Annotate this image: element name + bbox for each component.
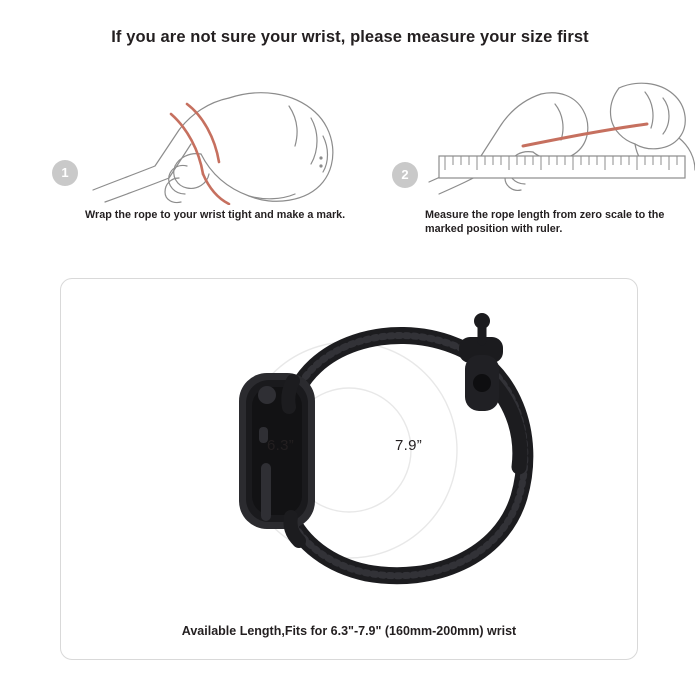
step-2-number: 2	[392, 162, 418, 188]
step-1-number: 1	[52, 160, 78, 186]
size-min-label: 6.3”	[267, 437, 295, 454]
step-2	[395, 70, 695, 255]
hands-with-ruler-icon	[423, 70, 695, 205]
steps-section	[40, 70, 665, 255]
smartwatch-icon	[61, 285, 637, 605]
step-2-caption: Measure the rope length from zero scale to the marked position with ruler.	[425, 209, 665, 235]
step-1	[55, 70, 355, 255]
step-1-caption: Wrap the rope to your wrist tight and make a mark.	[85, 209, 346, 221]
available-length-note: Available Length,Fits for 6.3"-7.9" (160mm-200mm) wrist	[181, 624, 517, 638]
hand-with-rope-icon	[83, 70, 355, 205]
page-title: If you are not sure your wrist, please measure your size first	[111, 28, 589, 46]
size-max-label: 7.9”	[395, 437, 423, 454]
product-size-card	[60, 278, 638, 660]
